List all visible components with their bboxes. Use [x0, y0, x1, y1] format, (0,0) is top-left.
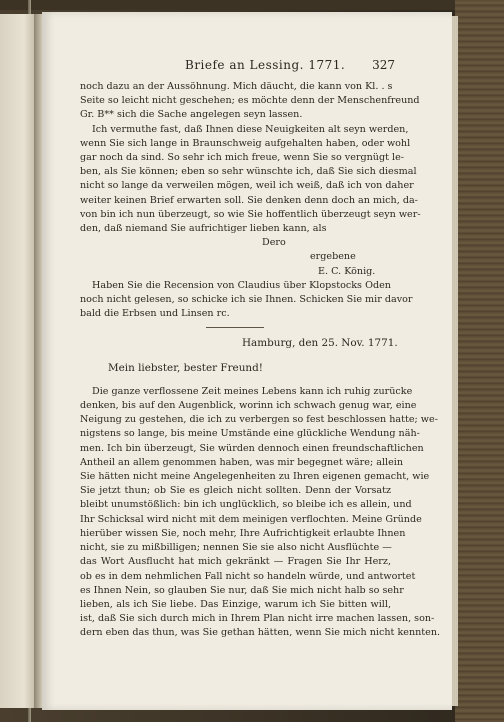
text-line: Neigung zu gestehen, die ich zu verbergen so fest beschlossen hatte; we- — [80, 414, 438, 426]
text-line: ist, daß Sie sich durch mich in Ihrem Plan nicht irre machen lassen, son- — [80, 613, 435, 625]
text-line: men. Ich bin überzeugt, Sie würden dennoch einen freundschaftlichen — [80, 442, 424, 454]
closing-ergebene: ergebene — [310, 251, 356, 263]
postscript-line: bald die Erbsen und Linsen rc. — [80, 308, 230, 320]
text-line: nicht so lange da verweilen mögen, weil ich weiß, daß ich von daher — [80, 180, 414, 192]
running-head: Briefe an Lessing. 1771. — [185, 58, 346, 72]
text-line: lieben, als ich Sie liebe. Das Einzige, warum ich Sie bitten will, — [80, 598, 391, 610]
letter-salutation: Mein liebster, bester Freund! — [108, 361, 263, 374]
signature: E. C. König. — [318, 265, 376, 277]
spacer — [80, 375, 391, 385]
text-line: wenn Sie sich lange in Braunschweig aufgehalten haben, oder wohl — [80, 137, 411, 149]
text-line: noch dazu an der Aussöhnung. Mich däucht, die kann von Kl. . s — [80, 81, 393, 92]
text-line: Sie hätten nicht meine Angelegenheiten zu Ihren eigenen gemacht, wie — [80, 471, 430, 483]
text-line: den, daß niemand Sie aufrichtiger lieben kann, als — [80, 223, 327, 235]
text-line: hierüber wissen Sie, noch mehr, Ihre Aufrichtigkeit erlaubte Ihnen — [80, 527, 406, 539]
section-divider — [206, 327, 264, 328]
text-line: nigstens so lange, bis meine Umstände eine glückliche Wendung näh- — [80, 428, 420, 440]
text-line: nicht, sie zu mißbilligen; nennen Sie sie also nicht Ausflüchte — — [80, 542, 392, 554]
text-line: gar noch da sind. So sehr ich mich freue, wenn Sie so vergnügt le- — [80, 152, 405, 164]
text-line: Sie jetzt thun; ob Sie es gleich nicht sollten. Denn der Vorsatz — [80, 485, 391, 497]
page-block-edge — [452, 16, 458, 706]
text-line: Die ganze verflossene Zeit meines Lebens kann ich ruhig zurücke — [92, 385, 413, 397]
closing-dero: Dero — [262, 237, 286, 249]
text-line: Ich vermuthe fast, daß Ihnen diese Neuigkeiten alt seyn werden, — [92, 123, 409, 135]
text-line: Gr. B** sich die Sache angelegen seyn lassen. — [80, 109, 303, 121]
book-cover-top — [0, 0, 504, 10]
postscript-line: Haben Sie die Recension von Claudius über Klopstocks Oden — [92, 279, 391, 291]
text-line: denken, bis auf den Augenblick, worinn ich schwach genug war, eine — [80, 400, 417, 412]
text-line: ben, als Sie können; eben so sehr wünschte ich, daß Sie sich diesmal — [80, 166, 417, 178]
text-line: es Ihnen Nein, so glauben Sie nur, daß Sie mich nicht halb so sehr — [80, 584, 404, 596]
text-line: bleibt unumstößlich: bin ich unglücklich, so bleibe ich es allein, und — [80, 499, 412, 511]
page-header — [80, 58, 395, 76]
page-body — [80, 80, 441, 641]
text-line: Ihr Schicksal wird nicht mit dem meinigen verflochten. Meine Gründe — [80, 513, 422, 525]
text-line: von bin ich nun überzeugt, so wie Sie hoffentlich überzeugt seyn wer- — [80, 208, 421, 220]
text-line: Antheil an allem genommen haben, was mir begegnet wäre; allein — [80, 456, 404, 468]
spacer — [80, 351, 391, 361]
text-line: ob es in dem nehmlichen Fall nicht so handeln würde, und antwortet — [80, 570, 416, 582]
text-line: das Wort Ausflucht hat mich gekränkt — Fragen Sie Ihr Herz, — [80, 556, 391, 568]
text-line: Seite so leicht nicht geschehen; es möchte denn der Menschenfreund — [80, 95, 420, 107]
letter-dateline: Hamburg, den 25. Nov. 1771. — [242, 337, 398, 350]
book-cover-edge — [455, 0, 504, 722]
text-line: weiter keinen Brief erwarten soll. Sie denken denn doch an mich, da- — [80, 194, 418, 206]
text-line: dern eben das thun, was Sie gethan hätten, wenn Sie mich nicht kennten. — [80, 627, 441, 639]
postscript-line: noch nicht gelesen, so schicke ich sie Ihnen. Schicken Sie mir davor — [80, 294, 413, 306]
book-gutter — [34, 14, 42, 708]
facing-page-edge — [0, 14, 34, 708]
page-number: 327 — [372, 58, 395, 72]
